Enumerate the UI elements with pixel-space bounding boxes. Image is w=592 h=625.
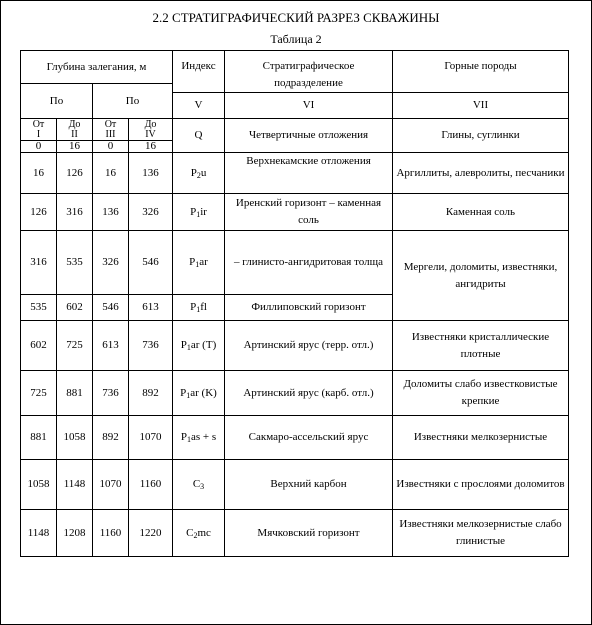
header-index: Индекс [173,51,225,93]
strat-cell: Верхнекамские отложения [225,153,393,194]
depth-cell: 16 [57,141,93,153]
col-from: От I [21,119,57,141]
depth-cell: 326 [93,231,129,295]
strat-q: Четвертичные отложения [225,119,393,153]
rock-cell: Мергели, доломиты, известняки, ангидриты [393,231,569,321]
index-cell: $P_1ar$ (T) [173,321,225,371]
rock-cell: Известняки мелкозернистые слабо глинистые [393,510,569,557]
depth-cell: 1220 [129,510,173,557]
index-cell: $P_1fl$ [173,295,225,321]
strat-cell: Артинский ярус (терр. отл.) [225,321,393,371]
depth-cell: 1070 [129,416,173,460]
depth-cell: 546 [93,295,129,321]
strat-cell: Иренский горизонт – каменная соль [225,194,393,231]
depth-cell: 602 [57,295,93,321]
depth-cell: 136 [93,194,129,231]
depth-cell: 725 [57,321,93,371]
depth-cell: 736 [93,371,129,416]
index-cell: $C_2mc$ [173,510,225,557]
depth-cell: 1058 [57,416,93,460]
depth-cell: 892 [129,371,173,416]
depth-cell: 0 [93,141,129,153]
strat-cell: Филлиповский горизонт [225,295,393,321]
depth-cell: 126 [57,153,93,194]
header-depth: Глубина залегания, м [21,51,173,84]
strat-cell: Сакмаро-ассельский ярус [225,416,393,460]
depth-cell: 725 [21,371,57,416]
col-from-2: От III [93,119,129,141]
depth-cell: 602 [21,321,57,371]
depth-cell: 535 [21,295,57,321]
page-title: 2.2 СТРАТИГРАФИЧЕСКИЙ РАЗРЕЗ СКВАЖИНЫ [152,10,440,25]
col-num-5: V [173,93,225,119]
depth-cell: 1160 [93,510,129,557]
depth-cell: 16 [21,153,57,194]
depth-cell: 126 [21,194,57,231]
index-cell: $P_1ar$ [173,231,225,295]
header-po-2: По [93,84,173,119]
depth-cell: 1208 [57,510,93,557]
index-q: Q [173,119,225,153]
index-cell: $P_1as + s$ [173,416,225,460]
header-strat: Стратиграфическое подразделение [225,51,393,93]
depth-cell: 16 [129,141,173,153]
col-to-2: До IV [129,119,173,141]
depth-cell: 16 [93,153,129,194]
depth-cell: 1148 [21,510,57,557]
depth-cell: 736 [129,321,173,371]
depth-cell: 881 [21,416,57,460]
depth-cell: 1160 [129,460,173,510]
depth-cell: 535 [57,231,93,295]
rock-q: Глины, суглинки [393,119,569,153]
rock-cell: Доломиты слабо известковистые крепкие [393,371,569,416]
depth-cell: 316 [21,231,57,295]
index-cell: $P_1ar$ (K) [173,371,225,416]
rock-cell: Известняки мелкозернистые [393,416,569,460]
col-num-6: VI [225,93,393,119]
depth-cell: 1070 [93,460,129,510]
header-po-1: По [21,84,93,119]
strat-cell: Верхний карбон [225,460,393,510]
table-caption: Таблица 2 [270,32,322,46]
depth-cell: 326 [129,194,173,231]
depth-cell: 613 [129,295,173,321]
strat-cell: Артинский ярус (карб. отл.) [225,371,393,416]
index-cell: $P_2u$ [173,153,225,194]
depth-cell: 316 [57,194,93,231]
rock-cell: Каменная соль [393,194,569,231]
index-cell: $C_3$ [173,460,225,510]
stratigraphy-table [20,50,569,557]
col-to: До II [57,119,93,141]
depth-cell: 892 [93,416,129,460]
depth-cell: 1058 [21,460,57,510]
col-num-7: VII [393,93,569,119]
strat-cell: – глинисто-ангидритовая толща [225,231,393,295]
depth-cell: 1148 [57,460,93,510]
strat-cell: Мячковский горизонт [225,510,393,557]
rock-cell: Аргиллиты, алевролиты, песчаники [393,153,569,194]
depth-cell: 613 [93,321,129,371]
depth-cell: 546 [129,231,173,295]
index-cell: $P_1ir$ [173,194,225,231]
depth-cell: 136 [129,153,173,194]
depth-cell: 0 [21,141,57,153]
depth-cell: 881 [57,371,93,416]
rock-cell: Известняки кристаллические плотные [393,321,569,371]
rock-cell: Известняки с прослоями доломитов [393,460,569,510]
header-rocks: Горные породы [393,51,569,93]
